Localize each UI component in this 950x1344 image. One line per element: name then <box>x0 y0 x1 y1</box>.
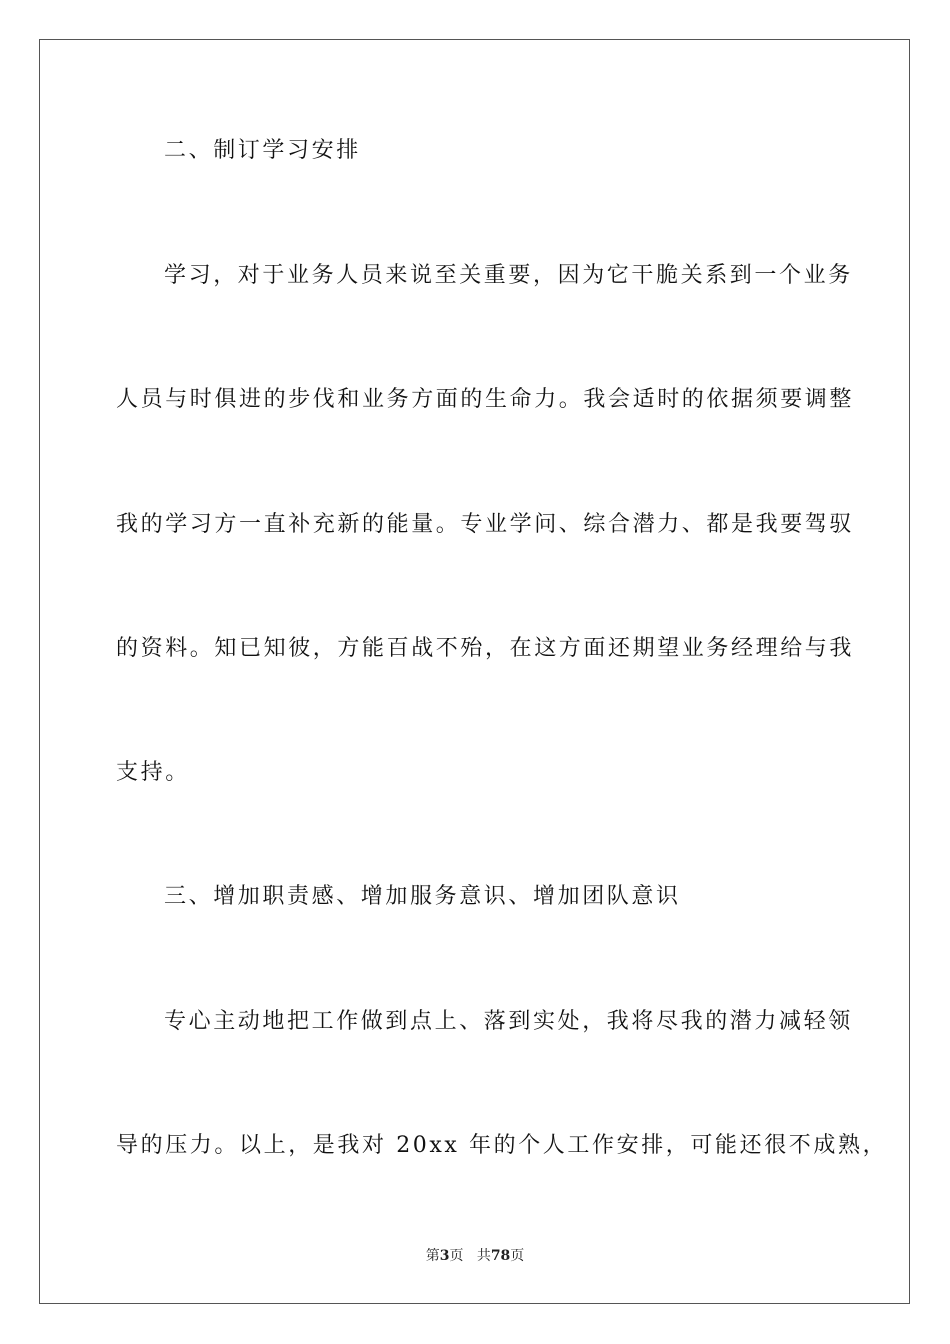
total-prefix: 共 <box>476 1248 491 1264</box>
paragraph-line: 学习，对于业务人员来说至关重要，因为它干脆关系到一个业务 <box>164 263 853 288</box>
paragraph-line: 我的学习方一直补充新的能量。专业学问、综合潜力、都是我要驾驭 <box>116 512 855 537</box>
total-pages: 78 <box>490 1248 511 1264</box>
paragraph-line: 支持。 <box>116 760 190 785</box>
section-heading-2: 二、制订学习安排 <box>164 138 361 163</box>
section-heading-3: 三、增加职责感、增加服务意识、增加团队意识 <box>164 884 681 909</box>
page-border <box>39 39 910 1304</box>
total-suffix: 页 <box>510 1248 525 1264</box>
page-suffix: 页 <box>449 1248 464 1264</box>
paragraph-line: 导的压力。以上，是我对 20xx 年的个人工作安排，可能还很不成熟， <box>116 1133 888 1158</box>
paragraph-line: 专心主动地把工作做到点上、落到实处，我将尽我的潜力减轻领 <box>164 1009 853 1034</box>
paragraph-line: 的资料。知已知彼，方能百战不殆，在这方面还期望业务经理给与我 <box>116 636 855 661</box>
page-footer <box>0 1247 950 1265</box>
page-number: 3 <box>439 1248 450 1264</box>
paragraph-line: 人员与时俱进的步伐和业务方面的生命力。我会适时的依据须要调整 <box>116 387 855 412</box>
page-prefix: 第 <box>425 1248 440 1264</box>
